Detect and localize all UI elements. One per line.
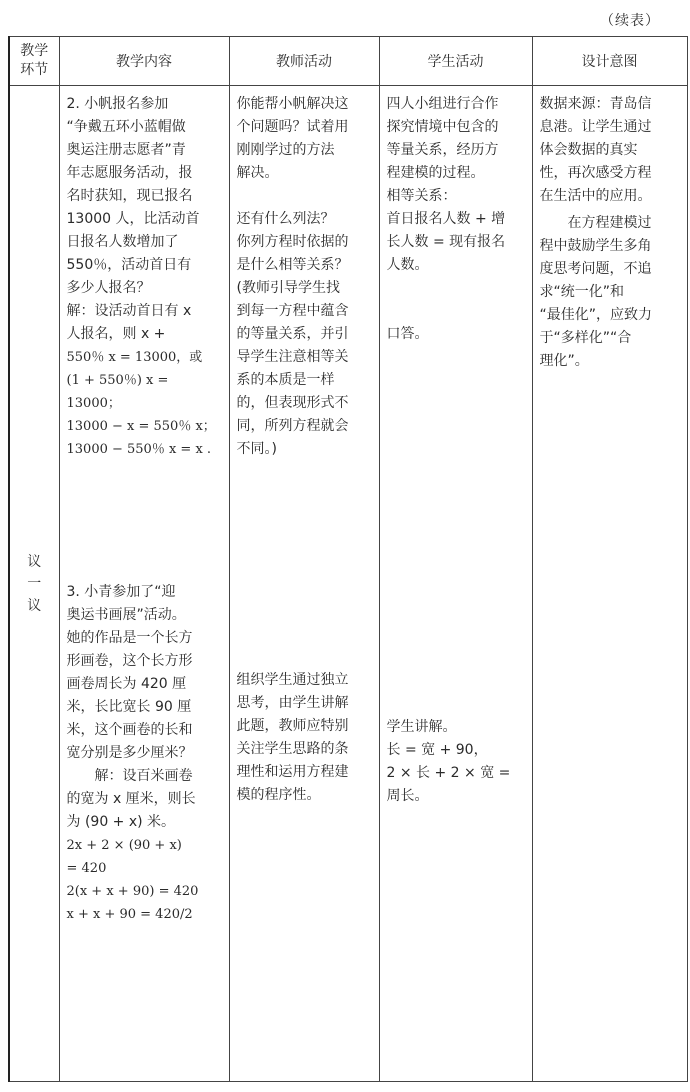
intent-line: 理化”。: [539, 353, 589, 369]
content-cell: [59, 86, 229, 1082]
content-line: 米，长比宽长 90 厘: [66, 699, 192, 715]
solution-3: [67, 765, 223, 926]
solution-line: 的宽为 x 厘米，则长: [66, 791, 196, 807]
teacher-line: 还有什么列法？: [236, 211, 335, 227]
student-line: 首日报名人数 + 增: [386, 211, 506, 227]
equation-line: 2x + 2 × (90 + x): [66, 838, 182, 853]
content-line: 日报名人数增加了: [66, 234, 179, 250]
student-line: 长人数 = 现有报名: [386, 234, 506, 250]
body-row: [9, 86, 687, 1082]
teacher-line: 导学生注意相等关: [236, 349, 349, 365]
content-line: 画卷周长为 420 厘: [66, 676, 187, 692]
teacher-line: 的等量关系，并引: [236, 326, 349, 342]
teacher-line: 模的程序性。: [236, 787, 321, 803]
intent-line: “最佳化”，应致力: [539, 307, 653, 323]
teacher-line: 关注学生思路的条: [236, 741, 349, 757]
equation-line: 13000 − x = 550％ x；: [66, 419, 216, 434]
teacher-line: 刚刚学过的方法: [236, 142, 335, 158]
content-line: 她的作品是一个长方: [66, 630, 193, 646]
intent-block-1: [540, 93, 681, 208]
content-line: 宽分别是多少厘米？: [66, 745, 193, 761]
stage-char-1: 议: [27, 553, 42, 570]
teacher-line: 的，但表现形式不: [236, 395, 349, 411]
teacher-line: 是什么相等关系？: [236, 257, 349, 273]
student-line: 四人小组进行合作: [386, 96, 499, 112]
header-content: 教学内容: [59, 37, 229, 86]
teacher-line: 此题，教师应特别: [236, 718, 349, 734]
teacher-block-2: [237, 208, 373, 461]
student-line: 人数。: [386, 257, 429, 273]
student-cell: [379, 86, 532, 1082]
header-stage-line2: 环节: [20, 62, 49, 78]
header-student: 学生活动: [379, 37, 532, 86]
intent-line: 求“统一化”和: [539, 284, 625, 300]
content-line: 2. 小帆报名参加: [66, 96, 169, 112]
teacher-line: 解决。: [236, 165, 279, 181]
stage-char-2: 一: [27, 575, 42, 592]
student-line: 长 = 宽 + 90，: [386, 742, 488, 758]
teacher-line: 同，所列方程就会: [236, 418, 349, 434]
equation-line: 13000 − 550％ x = x .: [66, 442, 212, 457]
teacher-line: (教师引导学生找: [236, 280, 340, 296]
content-line: 年志愿服务活动，报: [66, 165, 193, 181]
equation-line: x + x + 90 = 420/2: [66, 907, 193, 922]
teacher-line: 你列方程时依据的: [236, 234, 349, 250]
solution-2: [67, 300, 223, 461]
teacher-line: 系的本质是一样: [236, 372, 335, 388]
intent-line: 度思考问题，不追: [539, 261, 652, 277]
problem-2: [67, 93, 223, 300]
student-line: 口答。: [386, 326, 429, 342]
header-teacher: 教师活动: [229, 37, 379, 86]
content-line: 13000 人，比活动首: [66, 211, 200, 227]
intent-block-2: [540, 212, 681, 373]
content-line: 米，这个画卷的长和: [66, 722, 193, 738]
content-line: 形画卷，这个长方形: [66, 653, 193, 669]
header-intent: 设计意图: [532, 37, 687, 86]
header-row: [9, 37, 687, 86]
student-line: 学生讲解。: [386, 719, 457, 735]
content-line: 奥运书画展”活动。: [66, 607, 186, 623]
teacher-block-3: [237, 669, 373, 807]
solution-line: 解：设百米画卷: [94, 768, 193, 784]
intent-line: 数据来源：青岛信: [539, 96, 652, 112]
intent-cell: [532, 86, 687, 1082]
equation-line: 550％ x = 13000，或: [66, 350, 203, 365]
stage-char-3: 议: [27, 597, 42, 614]
intent-line: 在方程建模过: [567, 215, 652, 231]
teacher-line: 思考，由学生讲解: [236, 695, 349, 711]
teacher-line: 你能帮小帆解决这: [236, 96, 349, 112]
equation-line: = 420: [66, 861, 107, 876]
solution-line: 解：设活动首日有 x: [66, 303, 192, 319]
teacher-block-1: [237, 93, 373, 185]
equation-line: 2(x + x + 90) = 420: [66, 884, 199, 899]
lesson-plan-table: [8, 36, 688, 1082]
student-block-2: [387, 323, 526, 346]
teacher-line: 到每一方程中蕴含: [236, 303, 349, 319]
student-block-1: [387, 93, 526, 277]
content-line: 550％，活动首日有: [66, 257, 192, 273]
student-line: 2 × 长 + 2 × 宽 =: [386, 765, 511, 781]
stage-cell: [9, 86, 59, 1082]
intent-line: 性，再次感受方程: [539, 165, 652, 181]
intent-line: 程中鼓励学生多角: [539, 238, 652, 254]
intent-line: 体会数据的真实: [539, 142, 638, 158]
header-stage-line1: 教学: [20, 43, 49, 59]
content-line: 奥运注册志愿者”青: [66, 142, 186, 158]
student-line: 程建模的过程。: [386, 165, 485, 181]
intent-line: 于“多样化”“合: [539, 330, 632, 346]
student-line: 等量关系，经历方: [386, 142, 499, 158]
intent-line: 在生活中的应用。: [539, 188, 652, 204]
teacher-line: 不同。): [236, 441, 277, 457]
teacher-line: 理性和运用方程建: [236, 764, 349, 780]
equation-line: (1 + 550％) x = 13000；: [66, 373, 169, 411]
teacher-cell: [229, 86, 379, 1082]
solution-line: 为 (90 + x) 米。: [66, 814, 176, 830]
student-line: 探究情境中包含的: [386, 119, 499, 135]
continued-label: （续表）: [600, 13, 660, 29]
content-line: “争戴五环小蓝帽做: [66, 119, 186, 135]
student-line: 周长。: [386, 788, 429, 804]
content-line: 多少人报名？: [66, 280, 151, 296]
student-block-3: [387, 716, 526, 808]
intent-line: 息港。让学生通过: [539, 119, 652, 135]
teacher-line: 个问题吗？试着用: [236, 119, 349, 135]
student-line: 相等关系：: [386, 188, 457, 204]
solution-line: 人报名，则 x +: [66, 326, 166, 342]
teacher-line: 组织学生通过独立: [236, 672, 349, 688]
content-line: 3. 小青参加了“迎: [66, 584, 176, 600]
header-stage: [9, 37, 59, 86]
content-line: 名时获知，现已报名: [66, 188, 193, 204]
problem-3: [67, 581, 223, 765]
